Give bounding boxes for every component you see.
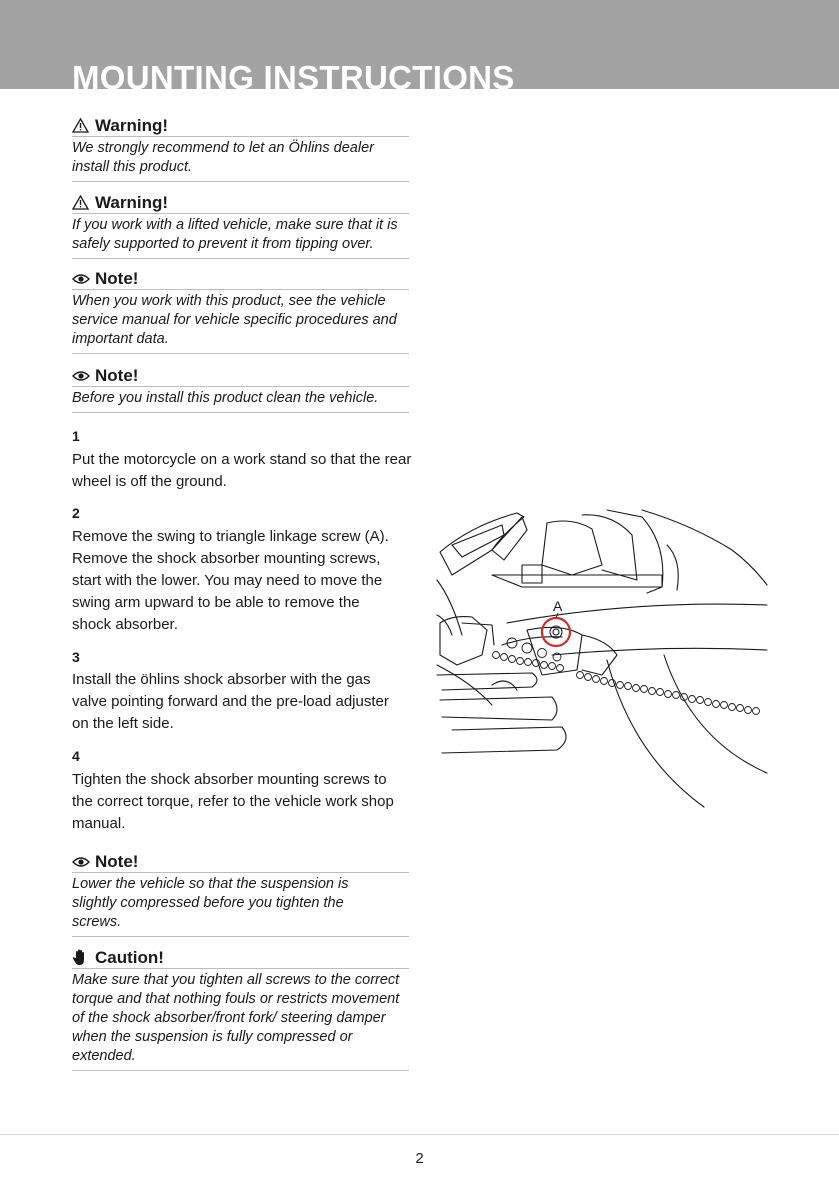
step-number: 2: [72, 505, 80, 521]
notice-text: We strongly recommend to let an Öhlins dealer install this product.: [72, 137, 409, 182]
eye-icon: [72, 854, 91, 870]
swingarm-linkage-diagram: [432, 505, 772, 815]
hand-icon: [72, 950, 91, 966]
header-band: [0, 0, 839, 89]
step-text: Tighten the shock absorber mounting screws to the correct torque, refer to the vehicle work shop manual.: [72, 771, 394, 832]
notice-heading: Warning!: [95, 193, 169, 212]
caution-notice: [72, 948, 409, 1071]
notice-heading: Caution!: [95, 948, 164, 967]
step-text: Put the motorcycle on a work stand so that the rear wheel is off the ground.: [72, 451, 412, 490]
step-text: Remove the swing to triangle linkage screw (A). Remove the shock absorber mounting screws, start with the lower. You may need to move the swing arm upward to be able to remove the shock absorber.: [72, 528, 389, 633]
page-number: 2: [415, 1150, 424, 1167]
notice-text: When you work with this product, see the vehicle service manual for vehicle specific procedures and important data.: [72, 290, 409, 354]
notice-text: If you work with a lifted vehicle, make sure that it is safely supported to prevent it from tipping over.: [72, 214, 409, 259]
note-notice: [72, 269, 409, 354]
warning-triangle-icon: [72, 195, 91, 211]
eye-icon: [72, 271, 91, 287]
note-notice: [72, 366, 409, 413]
notice-text: Lower the vehicle so that the suspension is slightly compressed before you tighten the screws.: [72, 876, 349, 930]
notice-heading: Note!: [95, 852, 139, 871]
notice-heading: Warning!: [95, 116, 169, 135]
page-title: MOUNTING INSTRUCTIONS: [72, 59, 515, 89]
notice-text: Before you install this product clean the vehicle.: [72, 387, 409, 413]
step-number: 3: [72, 649, 80, 665]
notice-text: Make sure that you tighten all screws to the correct torque and that nothing fouls or restricts movement of the shock absorber/front fork/ steering damper when the suspension is fully compressed or extended.: [72, 969, 409, 1071]
note-notice: [72, 852, 409, 937]
notice-heading: Note!: [95, 366, 139, 385]
warning-notice: [72, 116, 409, 182]
warning-triangle-icon: [72, 118, 91, 134]
notice-heading: Note!: [95, 269, 139, 288]
footer-divider: [0, 1134, 839, 1135]
warning-notice: [72, 193, 409, 259]
step-number: 1: [72, 428, 80, 444]
callout-label: A: [553, 598, 563, 614]
eye-icon: [72, 368, 91, 384]
notice-divider: [72, 936, 409, 937]
screw-a-highlight: [542, 618, 570, 646]
step-number: 4: [72, 748, 80, 764]
step-text: Install the öhlins shock absorber with the gas valve pointing forward and the pre-load adjuster on the left side.: [72, 671, 389, 732]
